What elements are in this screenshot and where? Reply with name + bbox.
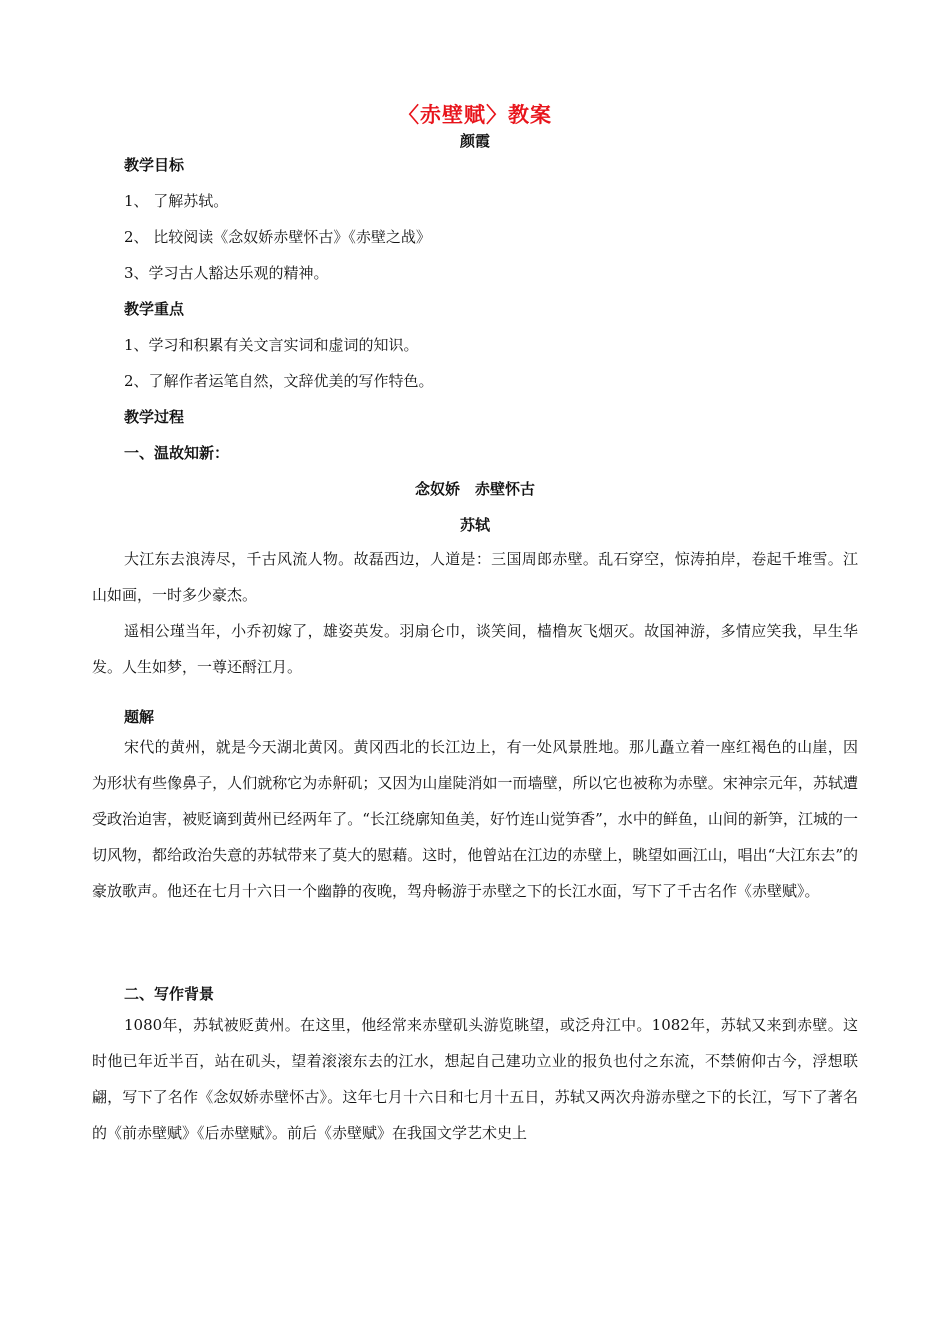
- process-heading: 教学过程: [124, 408, 185, 426]
- tijie-heading: 题解: [124, 708, 155, 726]
- goals-heading: 教学目标: [124, 156, 185, 174]
- background-paragraph: 1080年，苏轼被贬黄州。在这里，他经常来赤壁矶头游览眺望，或泛舟江中。1082年，苏轼又来到赤壁。这时他已年近半百，站在矶头，望着滚滚东去的江水，想起自己建功立业的报负也付之东流，不禁俯仰古今，浮想联翩，写下了名作《念奴娇赤壁怀古》。这年七月十六日和七月十五日，苏轼又两次舟游赤壁之下的长江，写下了著名的《前赤壁赋》《后赤壁赋》。前后《赤壁赋》在我国文学艺术史上: [92, 1016, 858, 1142]
- section-1-heading: 一、温故知新：: [124, 444, 230, 462]
- focus-item-1: 1、学习和积累有关文言实词和虚词的知识。: [124, 336, 419, 354]
- section-2-heading: 二、写作背景: [124, 985, 215, 1003]
- goal-item-2: 2、 比较阅读《念奴娇赤壁怀古》《赤壁之战》: [124, 228, 431, 246]
- document-title: 〈赤壁赋〉教案: [398, 103, 552, 127]
- poem-author: 苏轼: [459, 516, 490, 534]
- goal-item-1: 1、 了解苏轼。: [124, 192, 229, 210]
- poem-title: 念奴娇 赤壁怀古: [414, 480, 535, 498]
- author-name: 颜霞: [459, 132, 490, 150]
- goal-item-3: 3、学习古人豁达乐观的精神。: [124, 264, 329, 282]
- tijie-paragraph: 宋代的黄州，就是今天湖北黄冈。黄冈西北的长江边上，有一处风景胜地。那儿矗立着一座红褐色的山崖，因为形状有些像鼻子，人们就称它为赤鼾矶；又因为山崖陡消如一而墙壁，所以它也被称为赤壁。宋神宗元年，苏轼遭受政治迫害，被贬谪到黄州已经两年了。“长江绕廓知鱼美，好竹连山觉笋香”，水中的鲜鱼，山间的新笋，江城的一切风物，都给政治失意的苏轼带来了莫大的慰藉。这时，他曾站在江边的赤壁上，眺望如画江山，唱出“大江东去”的豪放歌声。他还在七月十六日一个幽静的夜晚，驾舟畅游于赤壁之下的长江水面，写下了千古名作《赤壁赋》。: [92, 738, 858, 900]
- focus-heading: 教学重点: [124, 300, 185, 318]
- poem-paragraph-2: 遥相公瑾当年，小乔初嫁了，雄姿英发。羽扇仑巾，谈笑间，樯橹灰飞烟灭。故国神游，多情应笑我，早生华发。人生如梦，一尊还酹江月。: [92, 622, 858, 676]
- focus-item-2: 2、了解作者运笔自然，文辞优美的写作特色。: [124, 372, 434, 390]
- poem-paragraph-1: 大江东去浪涛尽，千古风流人物。故磊西边，人道是：三国周郎赤壁。乱石穿空，惊涛拍岸，卷起千堆雪。江山如画，一时多少豪杰。: [92, 550, 858, 604]
